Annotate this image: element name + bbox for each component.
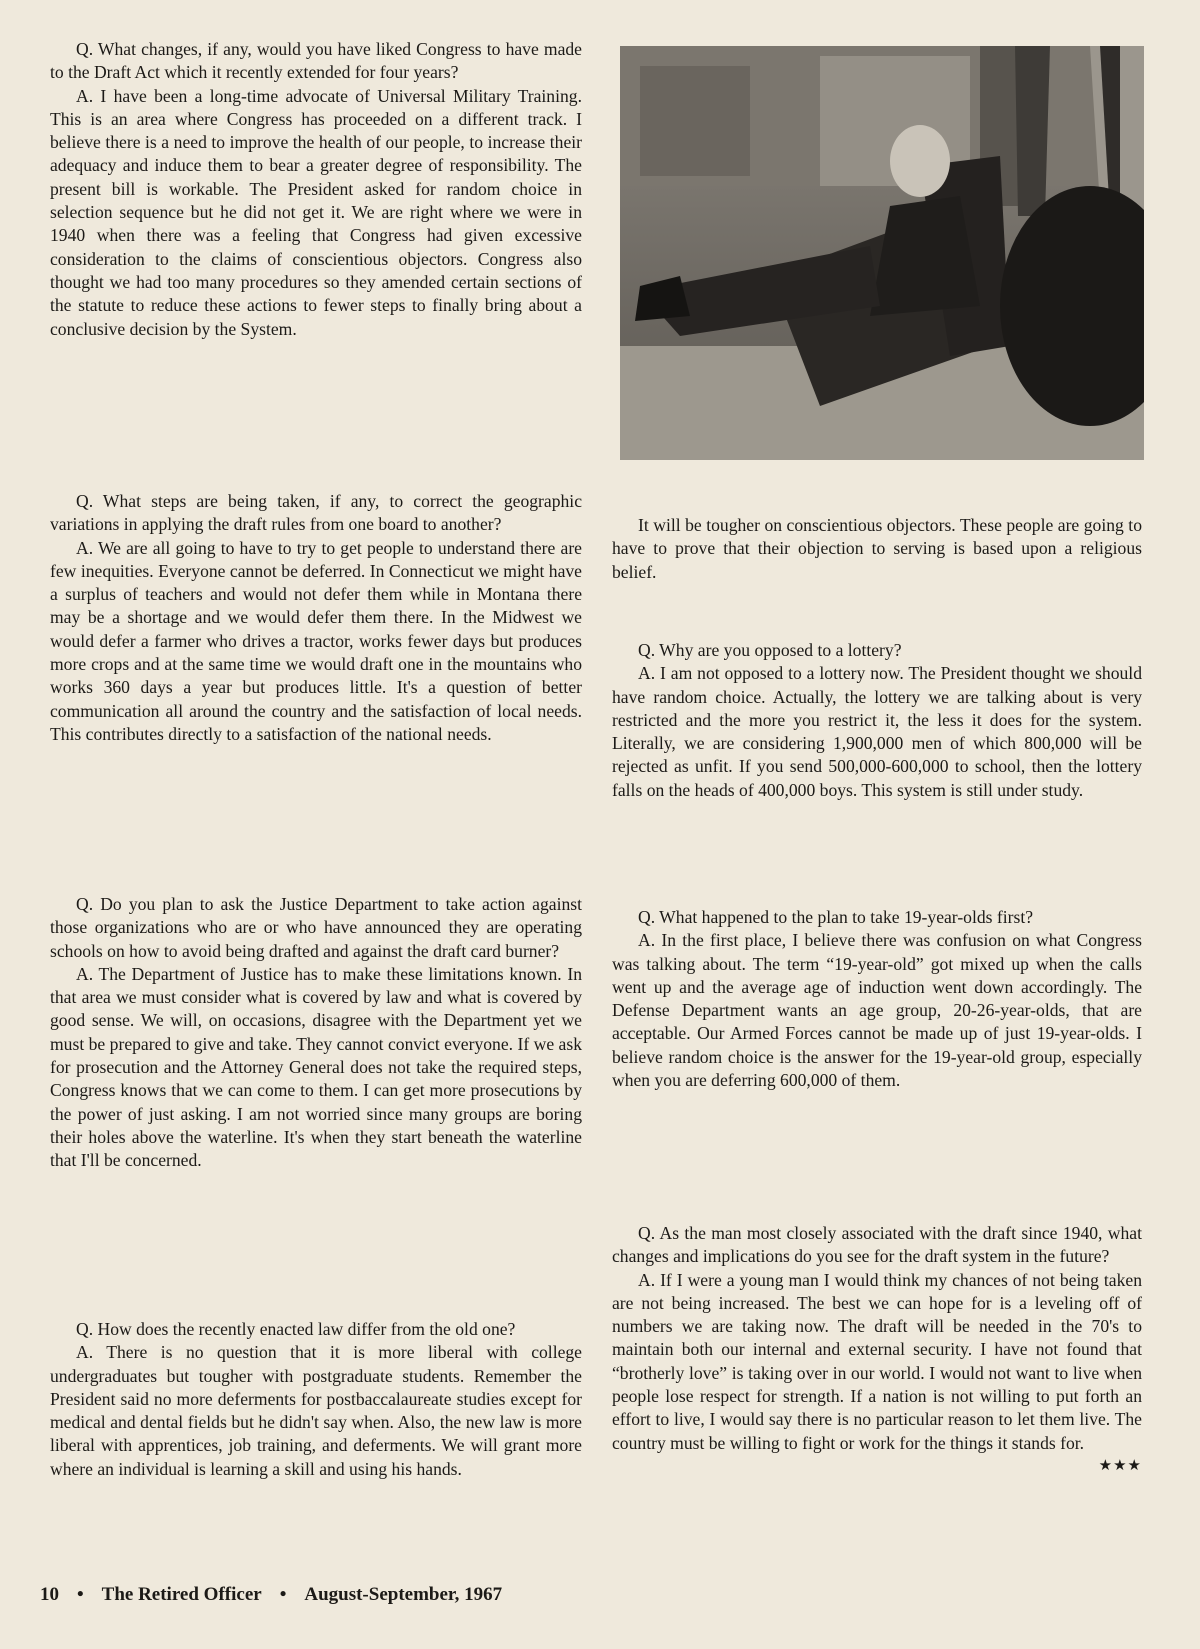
page-number: 10 — [40, 1584, 59, 1605]
qa-block — [612, 639, 1142, 802]
question: Q. As the man most closely associated with the draft since 1940, what changes and implications do you see for the draft system in the future? — [612, 1223, 1142, 1267]
answer: A. The Department of Justice has to make these limitations known. In that area we must consider what is covered by law and what is covered by good sense. We will, on occasions, disagree with the Department yet we must be prepared to give and take. They cannot convict everyone. If we ask for prosecution and the Attorney General does not take the required steps, Congress knows that we can come to them. I can get more prosecutions by the power of just asking. I am not worried since many groups are boring their holes above the waterline. It's when they start beneath the waterline that I'll be concerned. — [50, 963, 582, 1171]
answer: It will be tougher on conscientious objectors. These people are going to have to prove that their objection to serving is based upon a religious belief. — [612, 515, 1142, 582]
question: Q. Do you plan to ask the Justice Department to take action against those organizations who are or who have announced they are operating schools on how to avoid being drafted and against the draft card burner? — [50, 894, 582, 961]
qa-continuation — [612, 514, 1142, 584]
qa-block — [50, 38, 582, 341]
question: Q. What changes, if any, would you have liked Congress to have made to the Draft Act which it recently extended for four years? — [50, 39, 582, 83]
qa-block — [50, 893, 582, 1173]
answer: A. We are all going to have to try to get people to understand there are few inequities. Everyone cannot be deferred. In Connecticut we might have a surplus of teachers and would not defer them while in Montana there may be a shortage and we would defer them there. In the Midwest we would defer a farmer who drives a tractor, works fewer days but produces more crops and at the same time we would draft one in the mountains who works 360 days a year but produces little. It's a question of better communication all around the country and the satisfaction of local needs. This contributes directly to a satisfaction of the national needs. — [50, 537, 582, 744]
answer: A. I am not opposed to a lottery now. The President thought we should have random choice. Actually, the lottery we are talking about is very restricted and the more you restrict it, the less it does for the system. Literally, we are considering 1,900,000 men of which 800,000 will be rejected as unfit. If you send 500,000-600,000 to school, then the lottery falls on the heads of 400,000 boys. This system is still under study. — [612, 663, 1142, 800]
question: Q. Why are you opposed to a lottery? — [638, 640, 902, 660]
separator: • — [77, 1584, 84, 1605]
answer: A. There is no question that it is more liberal with college undergraduates but tougher with postgraduate students. Remember the President said no more deferments for postbaccalaureate studies except for medical and dental fields but he didn't say when. Also, the new law is more liberal with apprentices, job training, and deferments. We will grant more where an individual is learning a skill and using his hands. — [50, 1342, 582, 1479]
photo-illustration — [620, 46, 1144, 460]
question: Q. What happened to the plan to take 19-year-olds first? — [638, 907, 1034, 927]
answer: A. In the first place, I believe there was confusion on what Congress was talking about. The term “19-year-old” got mixed up when the calls went up and the average age of induction went down accordingly. The Defense Department wants an age group, 20-26-year-olds, that are acceptable. Our Armed Forces cannot be made up of just 19-year-olds. I believe random choice is the answer for the 19-year-old group, especially when you are deferring 600,000 of them. — [612, 930, 1142, 1091]
publication-title: The Retired Officer — [101, 1584, 262, 1605]
answer — [612, 1269, 1142, 1474]
question: Q. What steps are being taken, if any, to correct the geographic variations in applying the draft rules from one board to another? — [50, 491, 582, 535]
page-footer — [40, 1584, 502, 1606]
qa-block — [612, 906, 1142, 1092]
answer: A. I have been a long-time advocate of Universal Military Training. This is an area where Congress has proceeded on a different track. I believe there is a need to improve the health of our people, to increase their adequacy and induce them to bear a greater degree of responsibility. The present bill is workable. The President asked for random choice in selection sequence but he did not get it. We are right where we were in 1940 when there was a feeling that Congress had given excessive consideration to the claims of conscientious objectors. Congress also thought we had too many procedures so they amended certain sections of the statute to reduce these actions to fewer steps to finally bring about a conclusive decision by the System. — [50, 85, 582, 339]
end-mark-stars: ★★★ — [1098, 1457, 1142, 1474]
separator: • — [279, 1584, 287, 1605]
qa-block — [50, 1318, 582, 1481]
question: Q. How does the recently enacted law differ from the old one? — [76, 1319, 516, 1339]
issue-date: August-September, 1967 — [304, 1584, 503, 1605]
qa-block — [50, 490, 582, 746]
answer-text: A. If I were a young man I would think my chances of not being taken are not being increased. The best we can hope for is a leveling off of numbers we are taking now. The draft will be needed in the 70's to maintain both our internal and external security. I have not found that “brotherly love” is taking over in our world. I would not want to live when people lose respect for strength. If a nation is not willing to put forth an effort to live, I would say there is no particular reason to let them live. The country must be willing to fight or work for the things it stands for. — [612, 1269, 1142, 1453]
qa-block — [612, 1222, 1142, 1478]
interview-photo — [620, 46, 1144, 460]
